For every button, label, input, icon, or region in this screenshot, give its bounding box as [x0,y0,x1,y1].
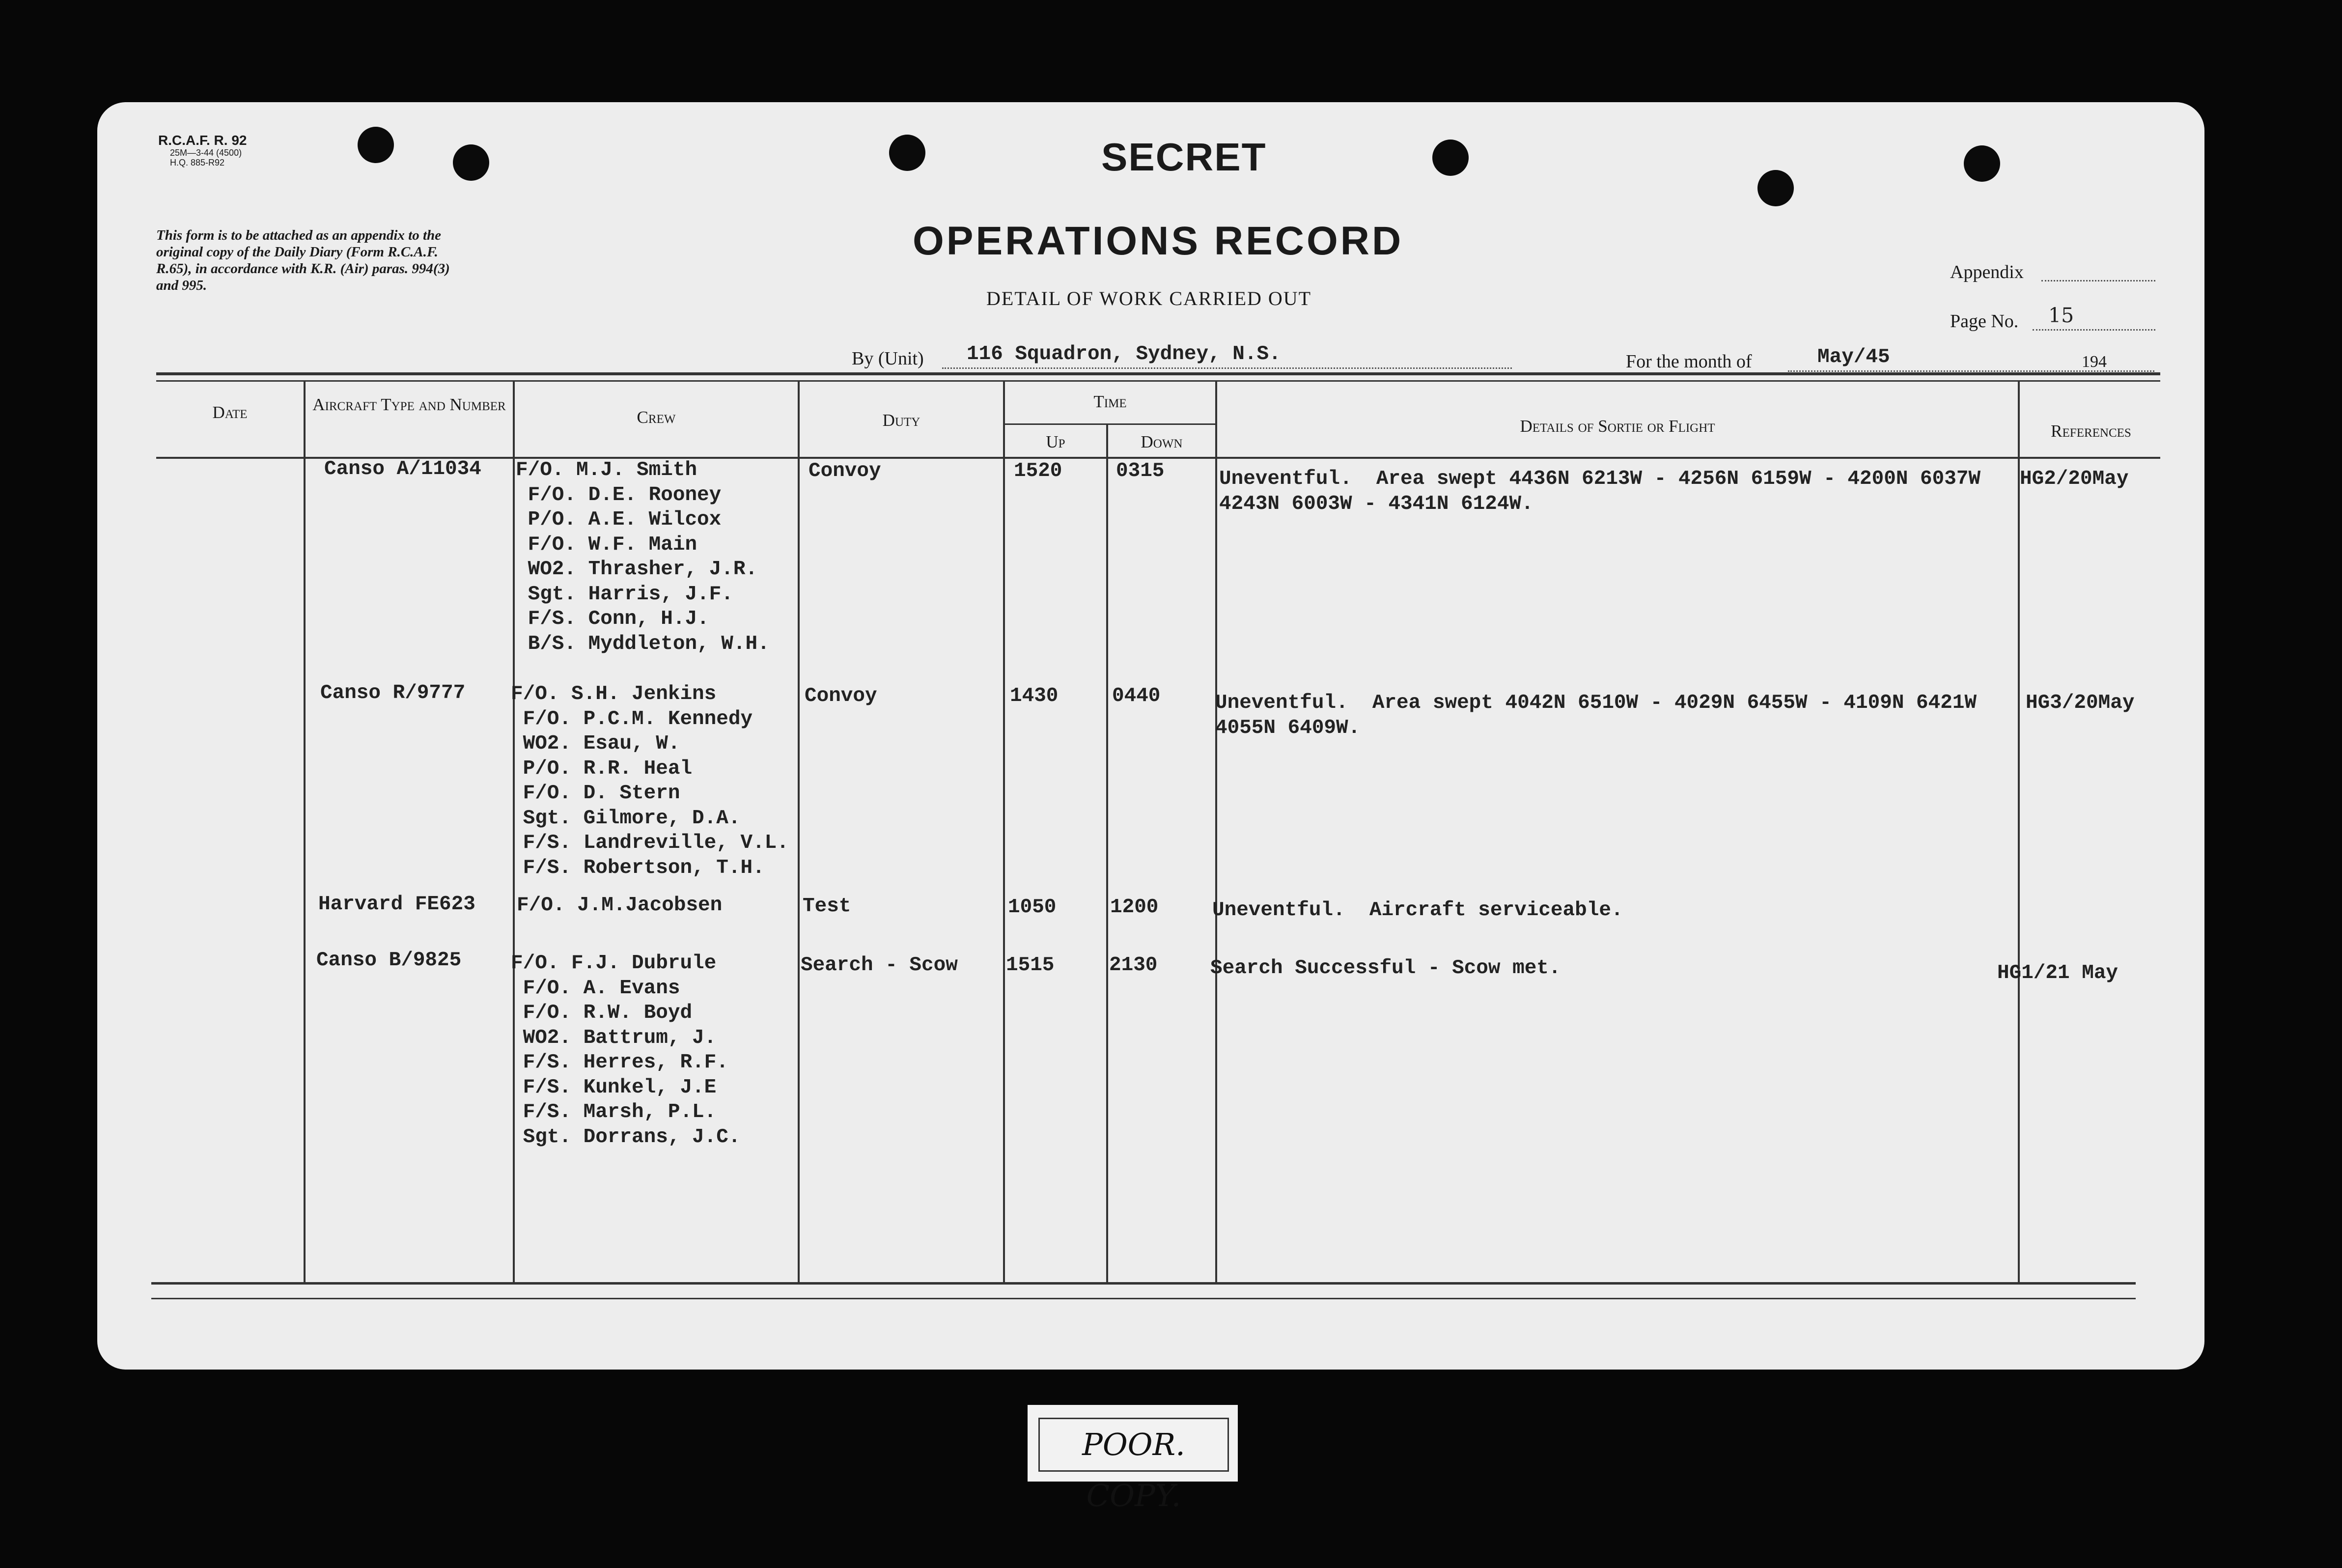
entry-aircraft: Canso B/9825 [316,949,462,972]
entry-aircraft: Canso R/9777 [320,682,466,704]
entry-aircraft: Harvard FE623 [318,893,475,916]
entry-time-up: 1515 [1006,954,1055,977]
form-instructions: This form is to be attached as an appendix to the original copy of the Daily Diary (Form R.C.A.F. R.65), in accordance with K.R. (Air) paras. 994(3) and 995. [156,227,450,293]
column-header-up: Up [1046,432,1065,451]
entry-details: Uneventful. Aircraft serviceable. [1212,899,1623,922]
page-number-value: 15 [2048,304,2074,327]
page-number-label: Page No. [1950,311,2019,332]
entry-reference: HG1/21 May [1997,962,2119,984]
entry-crew: F/O. J.M.Jacobsen [517,894,723,917]
page-number-field [2033,329,2155,331]
column-header-time: Time [1093,392,1127,411]
column-divider [304,380,306,1282]
punch-hole [1432,140,1469,176]
column-header-duty: Duty [882,411,920,430]
month-label: For the month of [1626,351,1752,372]
entry-time-down: 0315 [1116,460,1165,482]
poor-copy-stamp [1028,1405,1238,1513]
punch-hole [1757,170,1794,206]
appendix-field [2041,280,2155,281]
header-top-rule [156,372,2160,375]
column-divider [1106,424,1108,1282]
entry-details: Uneventful. Area swept 4436N 6213W - 4256N 6159W - 4200N 6037W 4243N 6003W - 4341N 6124W. [1219,468,1981,515]
column-header-aircraft: Aircraft Type and Number [312,395,506,414]
entry-reference: HG3/20May [2026,692,2135,714]
column-header-date: Date [212,403,248,422]
entry-duty: Search - Scow [801,954,958,977]
entry-crew: F/O. M.J. Smith F/O. D.E. Rooney P/O. A.E. Wilcox F/O. W.F. Main WO2. Thrasher, J.R. Sgt. Harris, J.F. F/S. Conn, H.J. B/S. Myddleton, W.H. [516,459,770,655]
entry-time-down: 0440 [1112,685,1161,707]
entry-duty: Test [803,895,851,918]
poor-copy-label: POOR. COPY. [1038,1418,1229,1472]
table-bottom-rule [151,1282,2136,1285]
table-bottom-rule-2 [151,1298,2136,1299]
page-title: OPERATIONS RECORD [913,219,1404,263]
page-subtitle: DETAIL OF WORK CARRIED OUT [986,287,1312,309]
unit-value: 116 Squadron, Sydney, N.S. [967,343,1281,365]
column-header-crew: Crew [637,408,676,427]
classification-header: SECRET [1101,135,1267,179]
column-header-references: References [2051,421,2131,441]
entry-duty: Convoy [809,460,881,482]
time-split-rule [1003,423,1216,425]
entry-crew: F/O. S.H. Jenkins F/O. P.C.M. Kennedy WO2. Esau, W. P/O. R.R. Heal F/O. D. Stern Sgt. Gilmore, D.A. F/S. Landreville, V.L. F/S. Robertson, T.H. [511,683,789,879]
column-divider [798,380,800,1282]
entry-aircraft: Canso A/11034 [324,458,481,480]
header-top-rule-2 [156,380,2160,382]
column-divider [1003,380,1005,1282]
entry-details: Search Successful - Scow met. [1210,957,1561,980]
entry-time-up: 1430 [1010,685,1059,707]
entry-details: Uneventful. Area swept 4042N 6510W - 4029N 6455W - 4109N 6421W 4055N 6409W. [1215,692,1977,739]
punch-hole [889,135,925,171]
entry-crew: F/O. F.J. Dubrule F/O. A. Evans F/O. R.W. Boyd WO2. Battrum, J. F/S. Herres, R.F. F/S. Kunkel, J.E F/S. Marsh, P.L. Sgt. Dorrans, J.C. [511,952,741,1148]
form-number: R.C.A.F. R. 92 [158,133,247,148]
entry-duty: Convoy [805,685,877,707]
record-card [97,102,2204,1370]
column-divider [1215,380,1217,1282]
column-header-down: Down [1141,432,1183,451]
entry-reference: HG2/20May [2020,468,2129,490]
entry-time-down: 1200 [1110,896,1159,919]
punch-hole [453,144,489,181]
appendix-label: Appendix [1950,262,2024,282]
punch-hole [1964,145,2000,182]
column-header-details: Details of Sortie or Flight [1520,417,1715,436]
entry-time-up: 1520 [1014,460,1062,482]
month-value: May/45 [1817,346,1890,368]
entry-time-up: 1050 [1008,896,1057,919]
unit-field [942,367,1512,369]
entry-time-down: 2130 [1109,954,1158,977]
unit-label: By (Unit) [852,348,924,369]
punch-hole [358,127,394,163]
form-print-code: 25M—3-44 (4500) [170,148,242,158]
form-hq-ref: H.Q. 885-R92 [170,158,225,168]
year-prefix: 194 [2082,353,2107,371]
column-divider [2018,380,2020,1282]
